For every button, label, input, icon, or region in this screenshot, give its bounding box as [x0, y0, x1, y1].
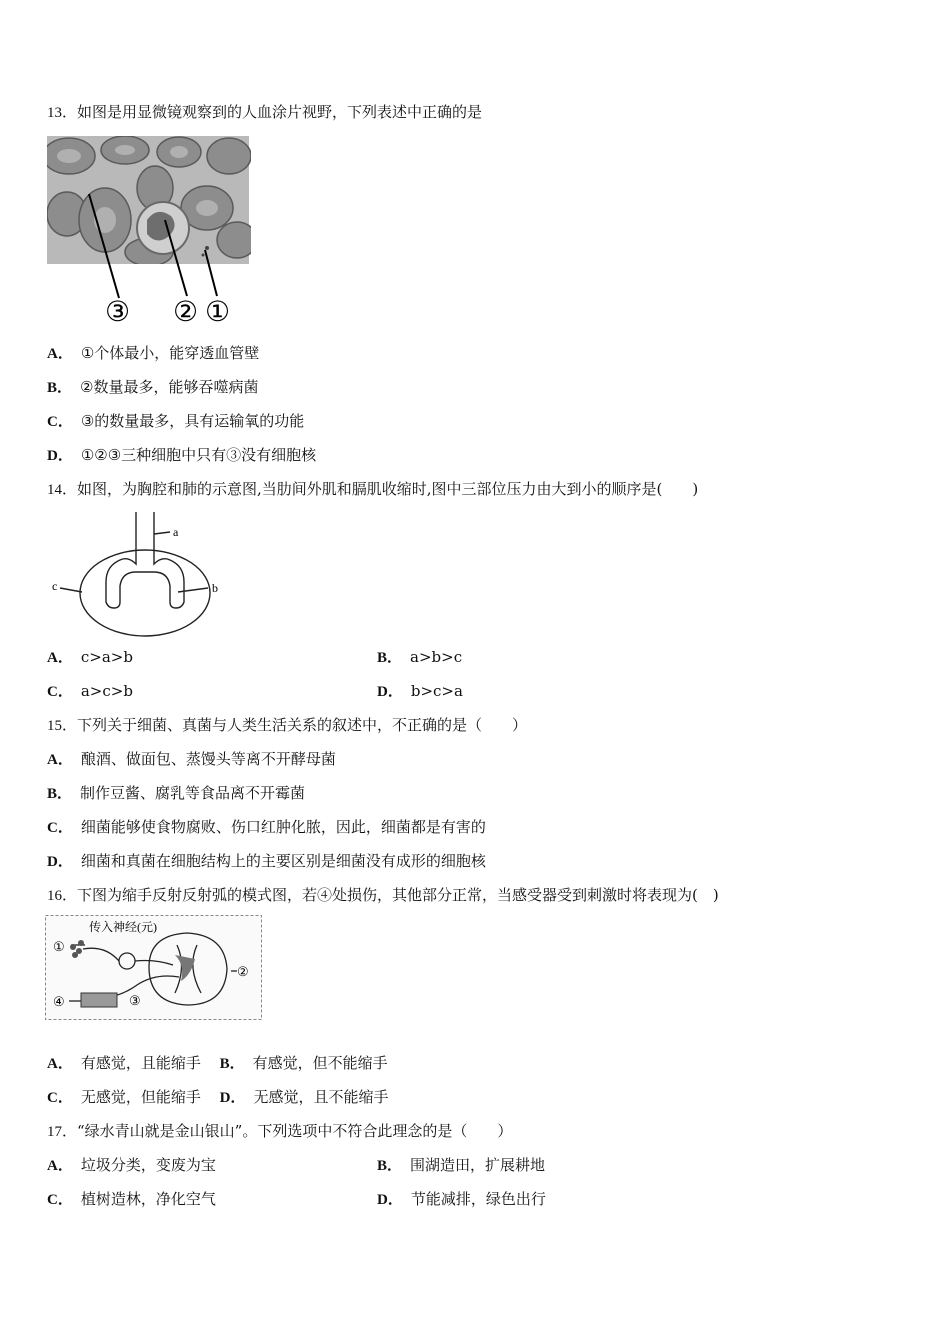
option-16-d[interactable] [220, 1088, 389, 1106]
label-a: a [173, 525, 179, 539]
question-number: 14． [47, 482, 78, 498]
option-15-a[interactable] [47, 749, 336, 770]
option-14-a[interactable] [47, 648, 133, 666]
options-16-row-2 [47, 1087, 389, 1108]
label-1: ① [53, 939, 65, 954]
option-17-d[interactable] [377, 1189, 546, 1210]
option-letter: C． [47, 1192, 73, 1208]
option-letter: A． [47, 1158, 73, 1174]
option-letter: A． [47, 752, 73, 768]
thorax-lung-figure [50, 508, 230, 642]
option-16-b[interactable] [220, 1054, 388, 1072]
option-text: 植树造林，净化空气 [80, 1190, 216, 1208]
question-number: 16． [47, 888, 78, 904]
option-letter: B． [47, 380, 73, 396]
option-text: 有感觉，且能缩手 [80, 1054, 201, 1072]
option-text: 节能减排，绿色出行 [410, 1190, 546, 1208]
option-letter: C． [47, 414, 73, 430]
option-15-d[interactable] [47, 851, 486, 872]
option-text: ③的数量最多，具有运输氧的功能 [80, 412, 305, 430]
options-14-row-2 [47, 681, 907, 702]
reflex-arc-figure [45, 915, 263, 1025]
option-13-b[interactable] [47, 377, 258, 398]
option-text: b>c>a [410, 682, 463, 700]
question-text: 如图是用显微镜观察到的人血涂片视野，下列表述中正确的是 [77, 103, 483, 121]
label-3: ③ [129, 993, 141, 1008]
option-letter: D． [47, 854, 73, 870]
question-number: 17． [47, 1124, 78, 1140]
option-letter: D． [377, 684, 403, 700]
option-text: c>a>b [80, 648, 133, 666]
question-number: 15． [47, 718, 78, 734]
option-text: ①个体最小，能穿透血管壁 [80, 344, 260, 362]
question-text: 下列关于细菌、真菌与人类生活关系的叙述中，不正确的是（ ） [77, 716, 528, 734]
option-text: 酿酒、做面包、蒸馒头等离不开酵母菌 [80, 750, 336, 768]
option-text: 细菌和真菌在细胞结构上的主要区别是细菌没有成形的细胞核 [80, 852, 486, 870]
question-text: “绿水青山就是金山银山”。下列选项中不符合此理念的是（ ） [77, 1122, 513, 1140]
label-4: ④ [53, 994, 65, 1009]
option-text: 无感觉，但能缩手 [80, 1088, 201, 1106]
question-text: 如图，为胸腔和肺的示意图,当肋间外肌和膈肌收缩时,图中三部位压力由大到小的顺序是( ) [77, 480, 699, 498]
option-text: 垃圾分类，变废为宝 [80, 1156, 216, 1174]
options-17-row-2 [47, 1189, 907, 1210]
option-16-c[interactable] [47, 1088, 201, 1106]
option-17-b[interactable] [377, 1155, 545, 1176]
option-15-c[interactable] [47, 817, 486, 838]
option-letter: D． [47, 448, 73, 464]
question-15-stem [47, 715, 527, 736]
label-1: ① [205, 297, 231, 328]
option-letter: D． [219, 1090, 246, 1106]
options-14-row-1 [47, 647, 907, 668]
option-text: ②数量最多，能够吞噬病菌 [80, 378, 259, 396]
option-15-b[interactable] [47, 783, 305, 804]
option-text: 无感觉，且不能缩手 [253, 1088, 389, 1106]
blood-smear-figure [47, 136, 251, 332]
option-text: a>c>b [80, 682, 133, 700]
option-letter: A． [47, 650, 73, 666]
option-letter: C． [47, 684, 73, 700]
label-2: ② [173, 297, 199, 328]
question-16-stem [47, 885, 719, 906]
option-13-a[interactable] [47, 343, 259, 364]
option-text: 制作豆酱、腐乳等食品离不开霉菌 [80, 784, 306, 802]
question-text: 下图为缩手反射反射弧的模式图，若④处损伤，其他部分正常，当感受器受到刺激时将表现为( ) [77, 886, 719, 904]
options-16-row-1 [47, 1053, 388, 1074]
reflex-arc-diagram [45, 915, 263, 1021]
option-text: 细菌能够使食物腐败、伤口红肿化脓，因此，细菌都是有害的 [80, 818, 486, 836]
label-afferent-nerve: 传入神经(元) [89, 920, 157, 934]
option-13-d[interactable] [47, 445, 316, 466]
option-14-d[interactable] [377, 681, 463, 702]
label-c: c [52, 579, 58, 593]
option-13-c[interactable] [47, 411, 304, 432]
option-letter: B． [47, 786, 73, 802]
option-14-c[interactable] [47, 682, 133, 700]
options-17-row-1 [47, 1155, 907, 1176]
option-text: a>b>c [410, 648, 463, 666]
option-letter: B． [377, 1158, 403, 1174]
option-17-c[interactable] [47, 1190, 216, 1208]
option-letter: B． [219, 1056, 245, 1072]
option-letter: C． [47, 1090, 73, 1106]
label-3: ③ [105, 297, 131, 328]
option-text: 有感觉，但不能缩手 [252, 1054, 388, 1072]
option-letter: B． [377, 650, 403, 666]
label-2: ② [237, 964, 249, 979]
option-text: ①②③三种细胞中只有③没有细胞核 [80, 446, 317, 464]
option-letter: D． [377, 1192, 403, 1208]
question-13-stem [47, 102, 482, 123]
question-17-stem [47, 1121, 512, 1142]
option-17-a[interactable] [47, 1156, 216, 1174]
option-text: 围湖造田，扩展耕地 [410, 1156, 546, 1174]
blood-smear-image [47, 136, 251, 328]
option-16-a[interactable] [47, 1054, 201, 1072]
option-14-b[interactable] [377, 647, 462, 668]
question-number: 13． [47, 105, 78, 121]
question-14-stem [47, 479, 698, 500]
label-b: b [212, 581, 218, 595]
thorax-lung-diagram [50, 508, 230, 638]
option-letter: A． [47, 1056, 73, 1072]
option-letter: C． [47, 820, 73, 836]
option-letter: A． [47, 346, 73, 362]
